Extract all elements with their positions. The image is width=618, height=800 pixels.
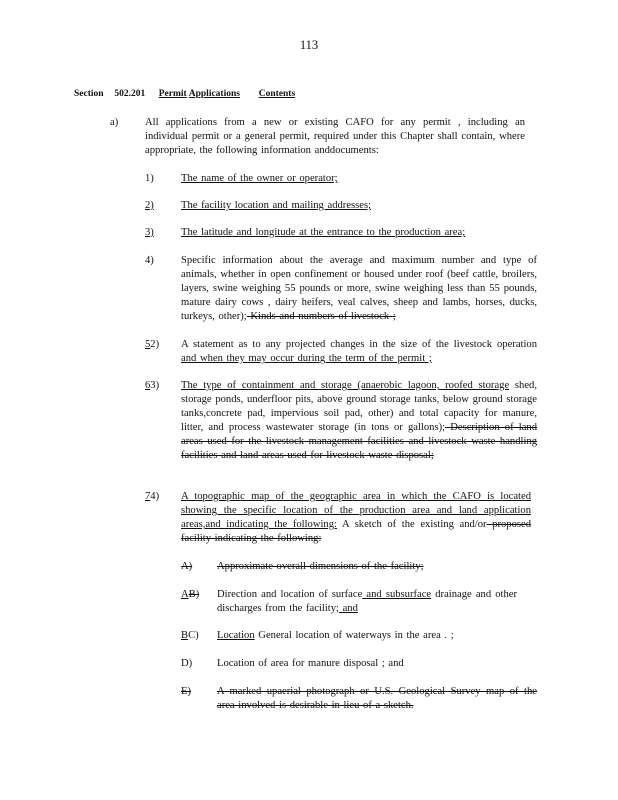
item-2-text: The facility location and mailing addresses;: [181, 200, 372, 211]
subitem-c-label-old: B: [181, 630, 189, 641]
section-title-permit: Permit: [158, 89, 187, 99]
subitem-b-label: [181, 588, 199, 602]
subitem-d-label: D): [181, 658, 193, 669]
subitem-c-text: [217, 629, 527, 643]
item-2-label: 2): [145, 200, 154, 211]
item-5-text: [181, 338, 537, 366]
page-number: 113: [299, 38, 319, 52]
subitem-b-text-and: and: [338, 603, 358, 614]
item-5-label-old: 5: [145, 339, 151, 350]
subitem-c-text-inserted: Location: [217, 630, 255, 641]
subitem-e-text: A marked upaerial photograph or U.S. Geological Survey map of the area involved is desirable in lieu of a sketch.: [217, 686, 537, 711]
item-5-text-inserted: and when they may occur during the term of the permit ;: [181, 353, 432, 364]
item-7-text-main: A sketch of the existing and/or: [336, 519, 487, 530]
subitem-c-label: [181, 629, 199, 643]
item-1-text: The name of the owner or operator;: [181, 173, 338, 184]
section-title-applications: Applications: [188, 89, 240, 99]
item-7-label: [145, 490, 159, 504]
subitem-b-text: [217, 588, 517, 616]
section-label: Section: [74, 89, 104, 99]
item-6-label-old: 6: [145, 380, 151, 391]
item-1-label: 1): [145, 173, 154, 184]
subitem-a-label: A): [181, 561, 193, 572]
item-3-label: 3): [145, 227, 154, 238]
item-4-text-struck: Kinds and numbers of livestock ;: [246, 311, 396, 322]
item-6-text: [181, 379, 537, 463]
subitem-b-text-rest: drainage and other discharges from the facility;: [217, 589, 517, 614]
section-title-contents: Contents: [258, 89, 296, 99]
subitem-e-label: E): [181, 686, 191, 697]
item-5-label: [145, 338, 159, 352]
para-a-label: a): [110, 117, 119, 128]
subitem-c-text-main: General location of waterways in the area . ;: [254, 630, 454, 641]
subitem-b-text-inserted: and subsurface: [362, 589, 432, 600]
item-7-label-old: 7: [145, 491, 151, 502]
subitem-b-label-old: A: [181, 589, 189, 600]
item-3-text: The latitude and longitude at the entrance to the production area;: [181, 227, 466, 238]
item-4-label: 4): [145, 255, 154, 266]
subitem-b-label-new: B): [188, 589, 200, 600]
item-4-text: [181, 254, 537, 324]
item-7-text-inserted: A topographic map of the geographic area in which the CAFO is located showing the specific location of the production area and land application areas,and indicating the following:: [181, 491, 531, 530]
item-5-text-main: A statement as to any projected changes in the size of the livestock operation: [181, 339, 537, 350]
item-4-text-main: Specific information about the average and maximum number and type of animals, whether in open confinement or housed under roof (beef cattle, broilers, layers, swine weighing 55 pounds or more, swine weighing less than 55 pounds, mature dairy cows , dairy heifers, veal calves, sheep and lambs, horses, ducks, turkeys, other);: [181, 255, 537, 322]
item-6-label-new: 3): [150, 380, 160, 391]
item-6-text-inserted: The type of containment and storage (anaerobic lagoon, roofed storage: [181, 380, 510, 391]
item-7-text: [181, 490, 531, 546]
item-7-label-new: 4): [150, 491, 160, 502]
subitem-a-text: Approximate overall dimensions of the facility;: [217, 561, 424, 572]
subitem-b-text-main: Direction and location of surface: [217, 589, 363, 600]
section-number: 502.201: [114, 89, 146, 99]
subitem-d-text: Location of area for manure disposal ; and: [217, 658, 404, 669]
item-6-text-struck: Description of land areas used for the livestock management facilities and livestock waste handling facilities and land areas used for livestock waste disposal;: [181, 422, 538, 461]
section-header: [74, 89, 295, 99]
item-6-text-main: shed, storage ponds, underfloor pits, above ground storage tanks, below ground storage tanks,concrete pad, impervious soil pad, other) and total capacity for manure, litter, and process wastewater storage (in tons or gallons);: [181, 380, 537, 433]
item-7-text-struck: proposed facility indicating the following:: [181, 519, 532, 544]
subitem-c-label-new: C): [188, 630, 199, 641]
para-a-text: All applications from a new or existing CAFO for any permit , including an individual permit or a general permit, required under this Chapter shall contain, where appropriate, the following information anddocuments:: [145, 117, 525, 156]
item-5-label-new: 2): [150, 339, 160, 350]
item-6-label: [145, 379, 159, 393]
